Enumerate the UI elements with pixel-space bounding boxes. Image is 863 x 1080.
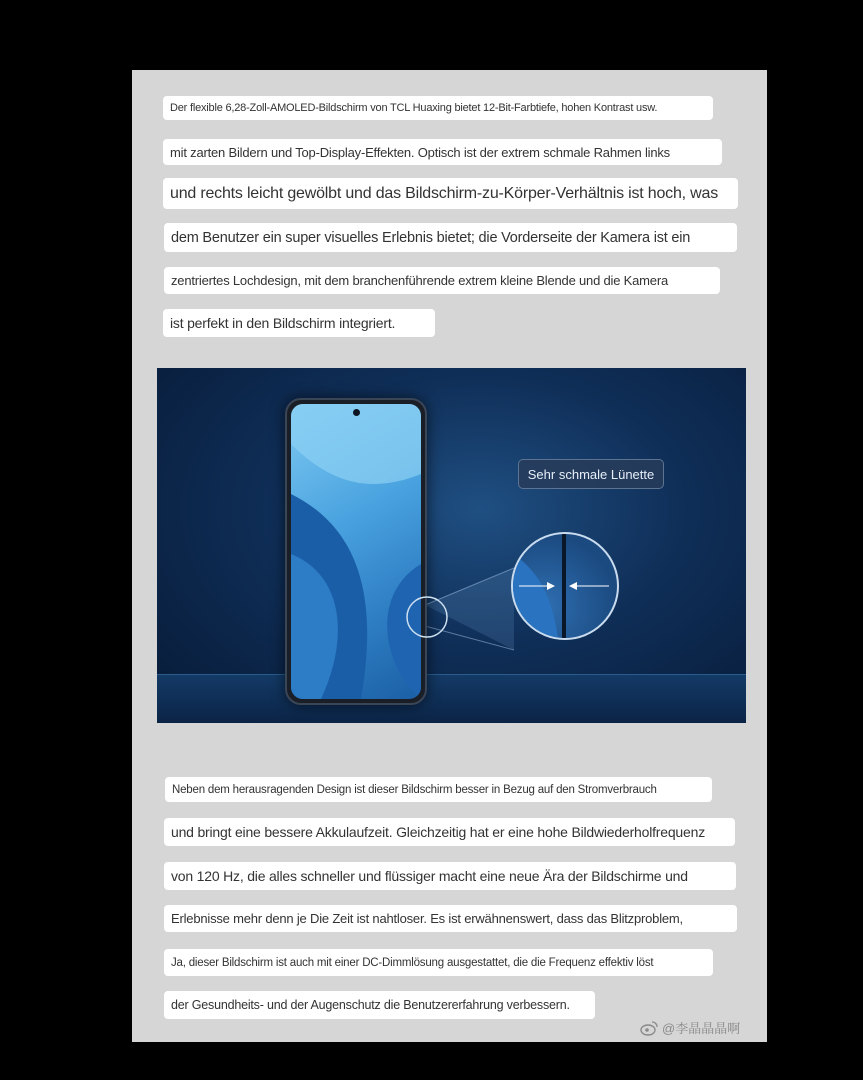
paragraph1-line-4: dem Benutzer ein super visuelles Erlebnis bietet; die Vorderseite der Kamera ist ein <box>164 223 737 252</box>
bezel-callout-label: Sehr schmale Lünette <box>518 459 664 489</box>
weibo-icon <box>640 1020 658 1036</box>
watermark <box>640 1018 740 1037</box>
paragraph2-line-6: der Gesundheits- und der Augenschutz die Benutzererfahrung verbessern. <box>164 991 595 1019</box>
paragraph2-line-1: Neben dem herausragenden Design ist dieser Bildschirm besser in Bezug auf den Stromverbrauch <box>165 777 712 802</box>
bezel-zoom-circle <box>511 532 619 640</box>
paragraph1-line-5: zentriertes Lochdesign, mit dem branchenführende extrem kleine Blende und die Kamera <box>164 267 720 294</box>
phone-screen <box>291 404 421 699</box>
beam-graphic <box>157 368 746 723</box>
punch-hole-camera <box>353 409 360 416</box>
paragraph1-line-6: ist perfekt in den Bildschirm integriert. <box>163 309 435 337</box>
paragraph1-line-2: mit zarten Bildern und Top-Display-Effekten. Optisch ist der extrem schmale Rahmen links <box>163 139 722 165</box>
paragraph2-line-4: Erlebnisse mehr denn je Die Zeit ist nahtloser. Es ist erwähnenswert, dass das Blitzproblem, <box>164 905 737 932</box>
watermark-text: @李晶晶晶啊 <box>662 1021 741 1036</box>
paragraph2-line-3: von 120 Hz, die alles schneller und flüssiger macht eine neue Ära der Bildschirme und <box>164 862 736 890</box>
smartphone <box>285 398 427 705</box>
paragraph2-line-5: Ja, dieser Bildschirm ist auch mit einer DC-Dimmlösung ausgestattet, die die Frequenz effektiv löst <box>164 949 713 976</box>
phone-display-image <box>157 368 746 723</box>
detail-circle-small <box>405 595 449 639</box>
wallpaper-graphic <box>291 404 421 699</box>
paragraph2-line-2: und bringt eine bessere Akkulaufzeit. Gleichzeitig hat er eine hohe Bildwiederholfrequenz <box>164 818 735 846</box>
paragraph1-line-3: und rechts leicht gewölbt und das Bildschirm-zu-Körper-Verhältnis ist hoch, was <box>163 178 738 209</box>
paragraph1-line-1: Der flexible 6,28-Zoll-AMOLED-Bildschirm von TCL Huaxing bietet 12-Bit-Farbtiefe, hohen Kontrast usw. <box>163 96 713 120</box>
